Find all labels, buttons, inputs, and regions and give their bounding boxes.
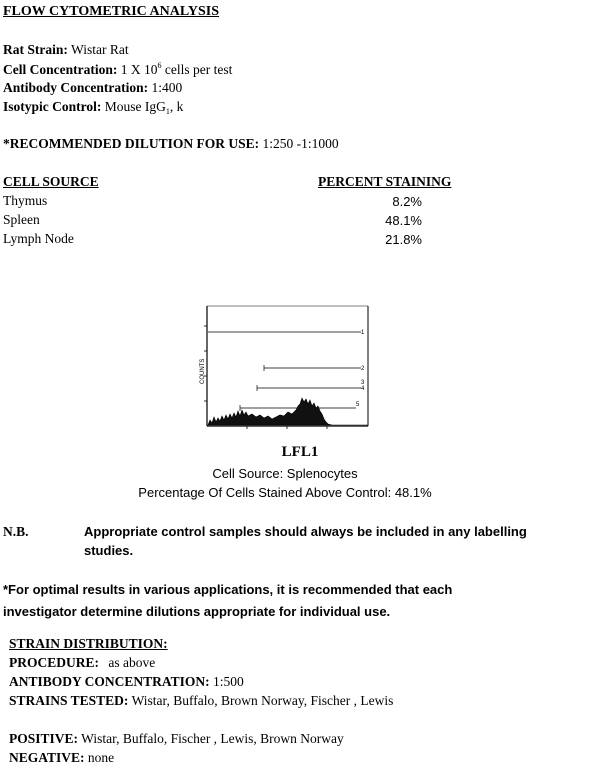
recommended-dilution-line — [3, 136, 339, 152]
histogram-y-label: COUNTS — [200, 358, 206, 384]
document-title: FLOW CYTOMETRIC ANALYSIS — [3, 4, 220, 19]
strains-tested-label: STRAINS TESTED: — [9, 693, 129, 708]
nb-text-line-2: studies. — [84, 543, 134, 558]
antibody-concentration-label: Antibody Concentration: — [3, 80, 149, 95]
strains-tested-value: Wistar, Buffalo, Brown Norway, Fischer , Lewis — [131, 693, 394, 708]
isotypic-control-value — [105, 99, 184, 114]
isotypic-control-line — [3, 99, 183, 116]
cell-concentration-base: 1 X 10 — [120, 62, 158, 77]
cell-source-header: CELL SOURCE — [3, 174, 99, 189]
gate-marker-label: 5 — [356, 402, 360, 408]
rat-strain-value: Wistar Rat — [71, 42, 129, 57]
table-row-percent: 21.8% — [385, 232, 422, 247]
table-row-source: Thymus — [3, 193, 48, 208]
cell-concentration-unit: cells per test — [164, 62, 233, 77]
gate-marker-label: 1 — [361, 330, 365, 336]
table-row-percent: 8.2% — [392, 194, 422, 209]
optimal-note-line-2: investigator determine dilutions appropriate for individual use. — [3, 604, 391, 619]
strain-antibody-label: ANTIBODY CONCENTRATION: — [9, 674, 210, 689]
cell-concentration-label: Cell Concentration: — [3, 62, 118, 77]
rat-strain-line — [3, 42, 129, 58]
table-row-source: Lymph Node — [3, 231, 74, 246]
positive-value: Wistar, Buffalo, Fischer , Lewis, Brown Norway — [81, 731, 344, 746]
table-row-percent: 48.1% — [385, 213, 422, 228]
flow-cytometry-histogram — [198, 302, 374, 432]
antibody-concentration-line — [3, 80, 182, 96]
cell-concentration-line — [3, 61, 232, 78]
isotypic-control-suffix: , k — [169, 99, 184, 114]
cell-concentration-value — [121, 62, 233, 77]
procedure-label: PROCEDURE: — [9, 655, 99, 670]
histogram-percentage: Percentage Of Cells Stained Above Control: 48.1% — [138, 485, 432, 500]
rat-strain-label: Rat Strain: — [3, 42, 68, 57]
nb-label: N.B. — [3, 524, 29, 539]
histogram-cell-source: Cell Source: Splenocytes — [212, 466, 358, 481]
percent-staining-header: PERCENT STAINING — [318, 174, 452, 189]
gate-markers — [208, 332, 361, 411]
nb-text-line-1: Appropriate control samples should always be included in any labelling — [84, 524, 527, 539]
negative-value: none — [87, 750, 115, 765]
cell-concentration-exponent: 6 — [157, 61, 162, 70]
isotypic-control-label: Isotypic Control: — [3, 99, 102, 114]
gate-marker-label: 3 — [361, 380, 365, 386]
histogram-trace — [208, 398, 368, 425]
recommended-dilution-value: 1:250 -1:1000 — [262, 136, 339, 151]
recommended-dilution-label: *RECOMMENDED DILUTION FOR USE: — [3, 136, 260, 151]
strains-tested-line — [9, 693, 393, 709]
gate-marker-label: 2 — [361, 366, 365, 372]
negative-line — [9, 750, 114, 766]
strain-antibody-value: 1:500 — [213, 674, 244, 689]
table-row-source: Spleen — [3, 212, 40, 227]
optimal-note-line-1: *For optimal results in various applications, it is recommended that each — [3, 582, 453, 597]
strain-distribution-heading: STRAIN DISTRIBUTION: — [9, 636, 168, 651]
antibody-concentration-value: 1:400 — [151, 80, 183, 95]
isotypic-control-subscript: 1 — [165, 107, 170, 116]
strain-antibody-line — [9, 674, 244, 690]
procedure-value: as above — [108, 655, 156, 670]
positive-label: POSITIVE: — [9, 731, 79, 746]
positive-line — [9, 731, 344, 747]
gate-marker-label: 4 — [361, 386, 365, 392]
isotypic-control-base: Mouse IgG — [104, 99, 166, 114]
procedure-line — [9, 655, 155, 671]
histogram-channel-label: LFL1 — [281, 444, 319, 460]
gate-marker-labels — [356, 330, 365, 408]
negative-label: NEGATIVE: — [9, 750, 85, 765]
